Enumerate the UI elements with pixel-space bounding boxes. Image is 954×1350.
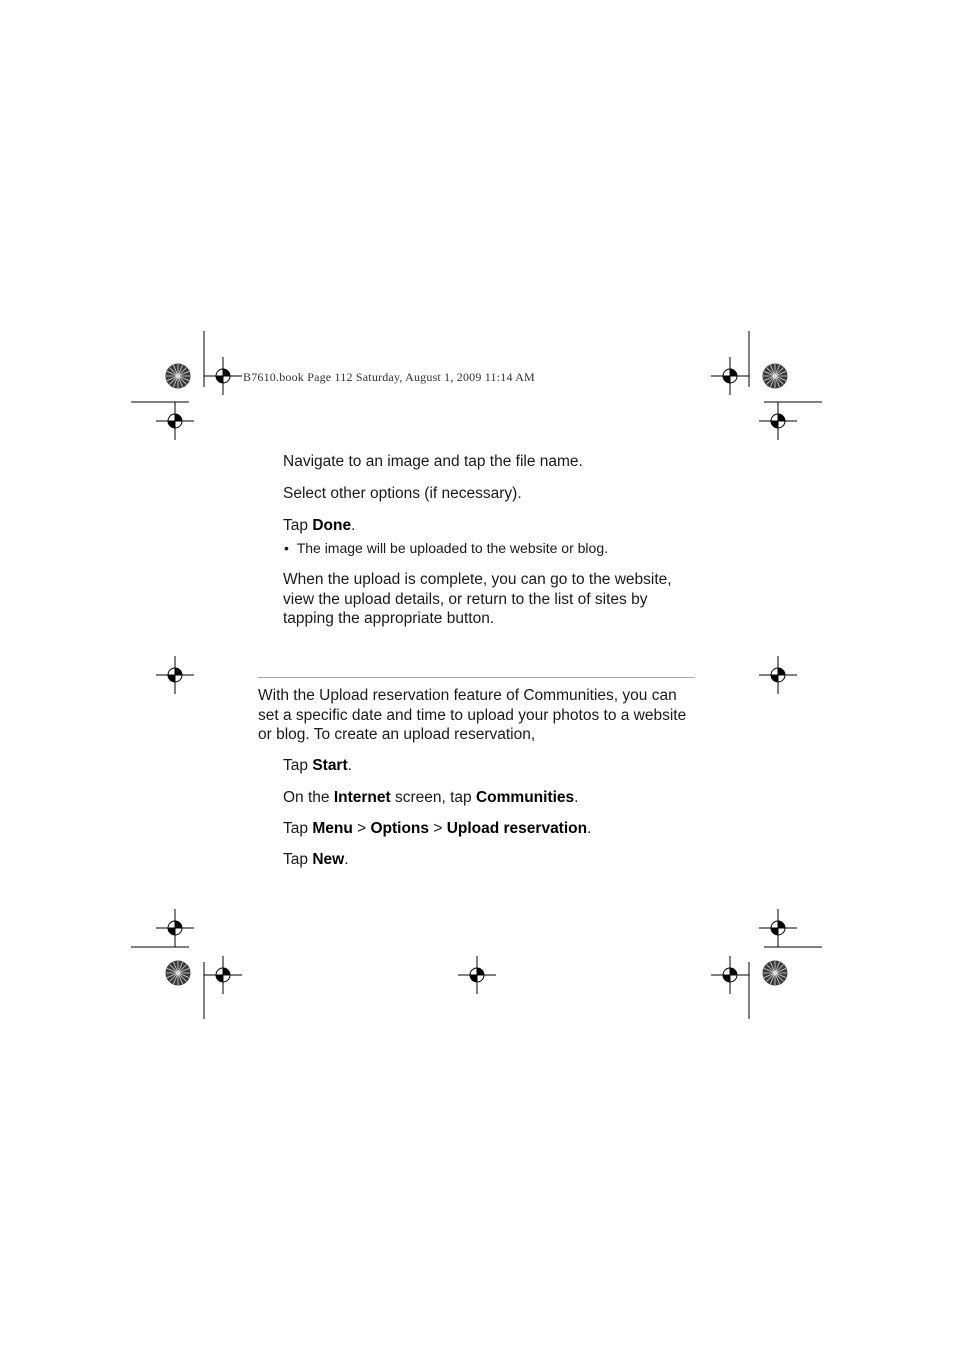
- completion-line: tapping the appropriate button.: [283, 610, 495, 627]
- intro-line: or blog. To create an upload reservation,: [258, 726, 536, 743]
- new-label: New: [312, 851, 345, 868]
- step-text: Tap: [283, 517, 313, 534]
- upload-reservation-label: Upload reservation: [446, 820, 588, 837]
- step-select-options: Select other options (if necessary).: [283, 485, 522, 502]
- intro-line: set a specific date and time to upload your photos to a website: [258, 706, 687, 724]
- completion-line: When the upload is complete, you can go to the website,: [283, 571, 672, 588]
- step-text: Tap: [283, 757, 313, 774]
- star-target-top-left: [166, 364, 191, 389]
- registration-mark-right-middle: [759, 656, 797, 694]
- internet-label: Internet: [333, 789, 391, 806]
- start-label: Start: [312, 757, 348, 774]
- step-navigate-image: Navigate to an image and tap the file name.: [283, 453, 583, 470]
- completion-paragraph: [283, 570, 672, 629]
- registration-mark-left-middle: [156, 656, 194, 694]
- step-text: .: [587, 820, 592, 837]
- registration-mark-left-upper: [156, 402, 194, 440]
- step-text: screen, tap: [390, 789, 476, 806]
- step-tap-new: [283, 850, 349, 870]
- crop-mark-top-right: [749, 331, 822, 402]
- step-text: Tap: [283, 820, 313, 837]
- step-text: .: [344, 851, 349, 868]
- registration-mark-left-lower: [156, 909, 194, 947]
- step-tap-done: [283, 516, 355, 536]
- registration-mark-bottom-center: [458, 956, 496, 994]
- communities-label: Communities: [475, 789, 575, 806]
- registration-mark-top-right: [711, 357, 749, 395]
- done-label: Done: [312, 517, 352, 534]
- step-text: >: [429, 820, 447, 837]
- crop-mark-top-left: [131, 331, 204, 402]
- star-target-top-right: [763, 364, 788, 389]
- crop-mark-bottom-right: [749, 947, 822, 1019]
- step-text: .: [347, 757, 352, 774]
- registration-mark-right-upper: [759, 402, 797, 440]
- step-text: .: [351, 517, 356, 534]
- registration-mark-right-lower: [759, 909, 797, 947]
- crop-mark-bottom-left: [131, 947, 204, 1019]
- star-target-bottom-right: [763, 961, 788, 986]
- menu-label: Menu: [312, 820, 353, 837]
- step-text: >: [352, 820, 371, 837]
- options-label: Options: [370, 820, 430, 837]
- registration-mark-top-left: [204, 357, 242, 395]
- bullet-text: The image will be uploaded to the website or blog.: [296, 540, 608, 556]
- registration-mark-bottom-left: [204, 956, 242, 994]
- completion-line: view the upload details, or return to the list of sites by: [283, 590, 648, 608]
- step-text: .: [574, 789, 579, 806]
- bullet-item: [284, 539, 608, 557]
- bullet-dot: •: [284, 540, 297, 556]
- star-target-bottom-left: [166, 961, 191, 986]
- registration-mark-bottom-right: [711, 956, 749, 994]
- step-internet-communities: [283, 788, 578, 808]
- step-text: On the: [283, 789, 334, 806]
- print-header-line: B7610.book Page 112 Saturday, August 1, 2009 11:14 AM: [243, 370, 535, 384]
- intro-line: With the Upload reservation feature of Communities, you can: [258, 687, 677, 704]
- step-menu-options: [283, 819, 591, 839]
- step-text: Tap: [283, 851, 313, 868]
- intro-paragraph: [258, 686, 686, 745]
- step-tap-start: [283, 756, 352, 776]
- section-divider: [258, 677, 695, 678]
